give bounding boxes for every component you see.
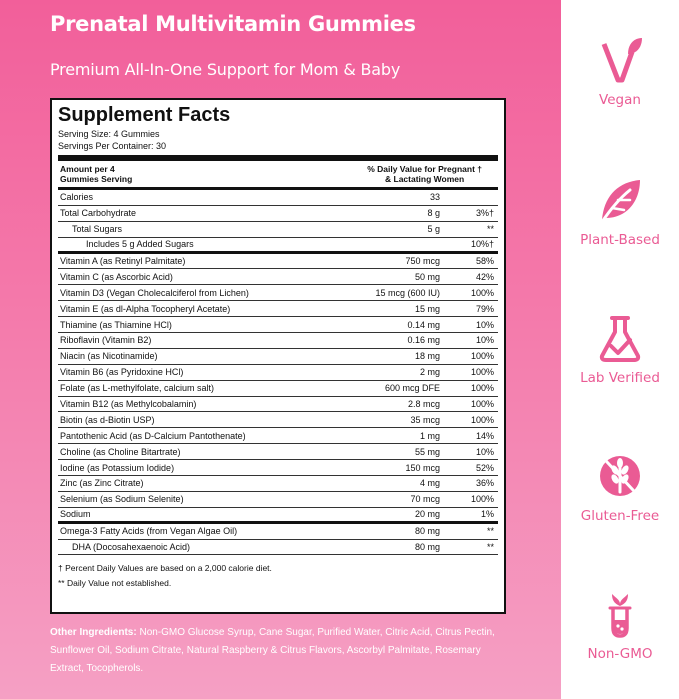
facts-row xyxy=(58,460,498,476)
facts-row xyxy=(58,397,498,413)
nutrient-name: Vitamin A (as Retinyl Palmitate) xyxy=(60,256,186,266)
nutrient-daily-value: 79% xyxy=(475,303,494,314)
facts-row xyxy=(58,412,498,428)
dv-header-line1: % Daily Value for Pregnant † xyxy=(367,164,482,174)
test-tube-leaf-icon xyxy=(598,590,642,638)
lab-verified-badge xyxy=(561,314,679,386)
nutrient-name: Biotin (as d-Biotin USP) xyxy=(60,414,155,425)
facts-row xyxy=(58,428,498,444)
nutrient-daily-value: ** xyxy=(486,526,494,537)
crossed-wheat-icon xyxy=(598,452,642,500)
nutrient-amount: 2.8 mcg xyxy=(407,399,440,410)
nutrient-daily-value: 52% xyxy=(475,462,494,473)
nutrient-amount: 18 mg xyxy=(414,351,440,362)
nutrient-name: Zinc (as Zinc Citrate) xyxy=(60,478,144,489)
flask-check-icon xyxy=(598,314,642,362)
facts-row xyxy=(58,254,498,270)
nutrient-daily-value: 1% xyxy=(480,509,494,520)
facts-row xyxy=(58,349,498,365)
nutrient-daily-value: 100% xyxy=(470,351,494,362)
lab-verified-label: Lab Verified xyxy=(580,370,660,386)
nutrient-name: Total Sugars xyxy=(72,224,123,235)
footnote-dagger: † Percent Daily Values are based on a 2,000 calorie diet. xyxy=(58,563,272,574)
vegan-badge xyxy=(561,36,679,108)
footnotes xyxy=(58,555,498,591)
ingredients-text: Non-GMO Glucose Syrup, Cane Sugar, Purified Water, Citric Acid, Citrus Pectin, Sunflower Oil, Sodium Citrate, Natural Raspberry & Citrus Flavors, Ascorbyl Palmitate, Rosemary Extract, Tocopherols. xyxy=(50,627,495,674)
nutrient-daily-value: 10%† xyxy=(470,239,494,250)
facts-row xyxy=(58,492,498,508)
dv-header-line2: & Lactating Women xyxy=(385,174,465,184)
nutrient-amount: 1 mg xyxy=(419,430,440,441)
nutrient-amount: 8 g xyxy=(427,208,440,219)
supplement-facts-title: Supplement Facts xyxy=(58,104,231,126)
facts-rows xyxy=(58,190,498,555)
nutrient-amount: 750 mcg xyxy=(405,256,440,266)
facts-row xyxy=(58,333,498,349)
nutrient-name: Vitamin B12 (as Methylcobalamin) xyxy=(60,399,197,410)
nutrient-name: Vitamin C (as Ascorbic Acid) xyxy=(60,271,173,282)
nutrient-name: Includes 5 g Added Sugars xyxy=(86,239,194,250)
nutrient-name: Riboflavin (Vitamin B2) xyxy=(60,335,152,346)
supplement-facts-panel xyxy=(50,98,506,614)
nutrient-daily-value: 100% xyxy=(470,287,494,298)
gluten-free-label: Gluten-Free xyxy=(580,508,660,524)
facts-row xyxy=(58,540,498,556)
nutrient-name: Omega-3 Fatty Acids (from Vegan Algae Oil) xyxy=(60,526,238,537)
nutrient-amount: 0.14 mg xyxy=(407,319,440,330)
amount-header-line2: Gummies Serving xyxy=(60,174,133,184)
vegan-v-leaf-icon xyxy=(598,36,642,84)
facts-row xyxy=(58,444,498,460)
non-gmo-badge xyxy=(561,590,679,662)
nutrient-amount: 5 g xyxy=(427,224,440,235)
nutrient-amount: 4 mg xyxy=(419,478,440,489)
gluten-free-badge xyxy=(561,452,679,524)
facts-row xyxy=(58,476,498,492)
nutrient-name: Vitamin E (as dl-Alpha Tocopheryl Acetate) xyxy=(60,303,231,314)
nutrient-daily-value: 10% xyxy=(475,319,494,330)
nutrient-daily-value: 10% xyxy=(475,446,494,457)
nutrient-daily-value: 3%† xyxy=(475,208,494,219)
leaf-icon xyxy=(598,176,642,224)
nutrient-name: Vitamin D3 (Vegan Cholecalciferol from Lichen) xyxy=(60,287,249,298)
facts-row xyxy=(58,365,498,381)
nutrient-name: Calories xyxy=(60,192,94,203)
nutrient-daily-value: 100% xyxy=(470,494,494,505)
nutrient-amount: 80 mg xyxy=(414,542,440,553)
non-gmo-label: Non-GMO xyxy=(587,646,653,662)
nutrient-daily-value: 42% xyxy=(475,271,494,282)
nutrient-name: Niacin (as Nicotinamide) xyxy=(60,351,158,362)
nutrient-name: Iodine (as Potassium Iodide) xyxy=(60,462,175,473)
facts-row xyxy=(58,238,498,254)
nutrient-amount: 20 mg xyxy=(414,509,440,520)
nutrient-amount: 600 mcg DFE xyxy=(384,383,440,394)
facts-row xyxy=(58,524,498,540)
serving-size: Serving Size: 4 Gummies xyxy=(58,129,160,139)
nutrient-name: DHA (Docosahexaenoic Acid) xyxy=(72,542,191,553)
nutrient-amount: 15 mg xyxy=(414,303,440,314)
facts-row xyxy=(58,381,498,397)
other-ingredients xyxy=(50,624,510,678)
nutrient-daily-value: 100% xyxy=(470,414,494,425)
facts-column-header xyxy=(58,161,498,190)
nutrient-daily-value: ** xyxy=(486,542,494,553)
nutrient-name: Vitamin B6 (as Pyridoxine HCl) xyxy=(60,367,184,378)
nutrient-name: Folate (as L-methylfolate, calcium salt) xyxy=(60,383,215,394)
facts-row xyxy=(58,317,498,333)
servings-per-container: Servings Per Container: 30 xyxy=(58,141,167,151)
facts-row xyxy=(58,206,498,222)
facts-row xyxy=(58,269,498,285)
nutrient-daily-value: 36% xyxy=(475,478,494,489)
nutrient-name: Sodium xyxy=(60,509,91,520)
nutrient-daily-value: 10% xyxy=(475,335,494,346)
vegan-label: Vegan xyxy=(599,92,641,108)
nutrient-amount: 55 mg xyxy=(414,446,440,457)
nutrient-amount: 2 mg xyxy=(419,367,440,378)
facts-row xyxy=(58,222,498,238)
ingredients-label: Other Ingredients: xyxy=(50,627,137,638)
plant-based-badge xyxy=(561,176,679,248)
nutrient-amount: 150 mcg xyxy=(405,462,440,473)
facts-row xyxy=(58,508,498,524)
product-title: Prenatal Multivitamin Gummies xyxy=(50,12,416,36)
nutrient-amount: 35 mcg xyxy=(410,414,440,425)
nutrient-daily-value: ** xyxy=(486,224,494,235)
nutrient-name: Total Carbohydrate xyxy=(60,208,137,219)
footnote-stars: ** Daily Value not established. xyxy=(58,578,172,589)
plant-based-label: Plant-Based xyxy=(580,232,660,248)
nutrient-amount: 15 mcg (600 IU) xyxy=(375,287,440,298)
nutrient-name: Pantothenic Acid (as D-Calcium Pantothenate) xyxy=(60,430,246,441)
facts-row xyxy=(58,190,498,206)
nutrient-amount: 0.16 mg xyxy=(407,335,440,346)
nutrient-name: Choline (as Choline Bitartrate) xyxy=(60,446,181,457)
nutrient-name: Selenium (as Sodium Selenite) xyxy=(60,494,184,505)
amount-header-line1: Amount per 4 xyxy=(60,164,115,174)
nutrient-name: Thiamine (as Thiamine HCl) xyxy=(60,319,172,330)
nutrient-daily-value: 100% xyxy=(470,383,494,394)
nutrient-daily-value: 100% xyxy=(470,367,494,378)
nutrient-amount: 80 mg xyxy=(414,526,440,537)
product-subtitle: Premium All-In-One Support for Mom & Baby xyxy=(50,60,401,79)
nutrient-daily-value: 58% xyxy=(475,256,494,266)
nutrient-daily-value: 14% xyxy=(475,430,494,441)
facts-row xyxy=(58,301,498,317)
nutrient-daily-value: 100% xyxy=(470,399,494,410)
nutrient-amount: 50 mg xyxy=(414,271,440,282)
nutrient-amount: 33 xyxy=(429,192,440,203)
facts-row xyxy=(58,285,498,301)
nutrient-amount: 70 mcg xyxy=(410,494,440,505)
